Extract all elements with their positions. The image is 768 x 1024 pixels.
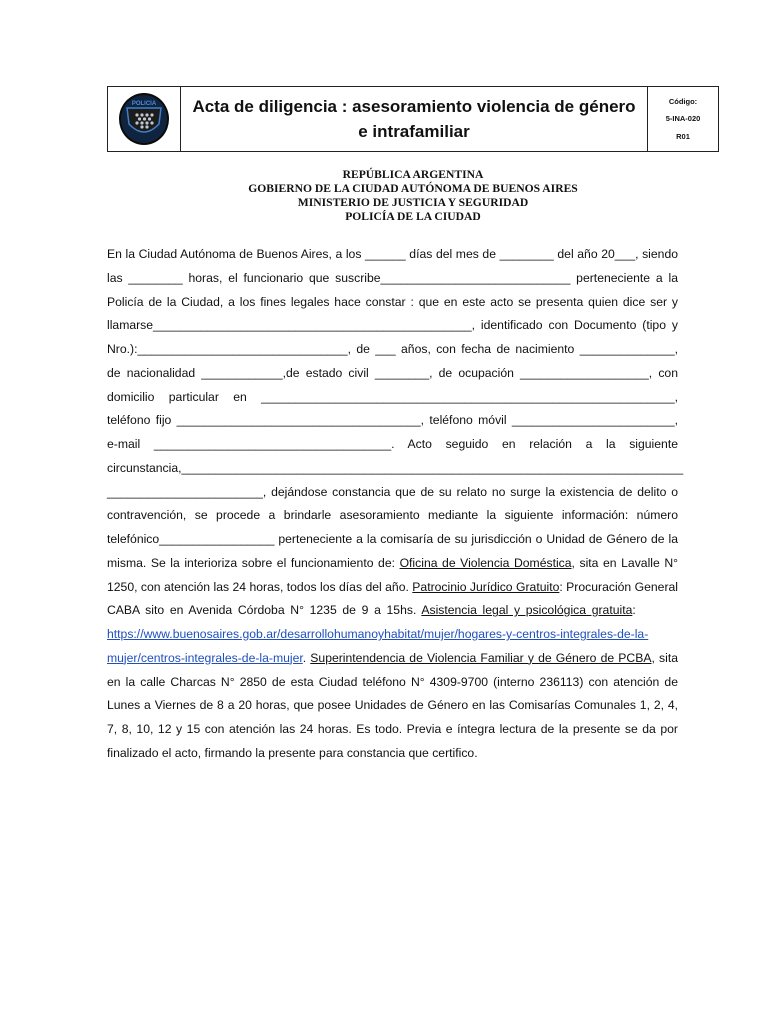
- code-label: Código:: [668, 97, 698, 107]
- legal-sponsorship-heading: Patrocinio Jurídico Gratuito: [412, 579, 560, 594]
- letterhead-line-police: POLICÍA DE LA CIUDAD: [345, 210, 481, 223]
- body-text-closing: , sita en la calle Charcas N° 2850 de esta Ciudad teléfono N° 4309-9700 (interno 236113) con atención de Lunes a Viernes de 8 a 20 horas, que posee Unidades de Género en las Comisarías Comunales 1, 2, 4, 7, 8, 10, 12 y 15 con atención las 24 horas. Es todo. Previa e íntegra lectura de la presente se da por finalizado el acto, firmando la presente para constancia que certifico.: [107, 650, 678, 760]
- body-text-period: .: [302, 650, 311, 665]
- logo-label: POLICIA: [131, 101, 157, 107]
- logo-cell: [108, 87, 181, 151]
- document-title: Acta de diligencia : asesoramiento violencia de género e intrafamiliar: [192, 97, 636, 141]
- body-text-intro: En la Ciudad Autónoma de Buenos Aires, a los ______ días del mes de ________ del año 20___, siendo las ________ horas, el funcionario que suscribe____________________________ perteneciente a la Policía de la Ciudad, a los fines legales hace constar : que en este acto se presenta quien dice ser y llamarse_______________________________________________, identificado con Documento (tipo y Nro.):_______________________________, de ___ años, con fecha de nacimiento ______________, de nacionalidad ____________,de estado civil ________, de ocupación ___________________, con domicilio particular en _____________________________________________________________, teléfono fijo ____________________________________, teléfono móvil ________________________, e-mail ___________________________________. Acto seguido en relación a la siguiente circunstancia,__________________________________________________________________________ _______________________, dejándose constancia que de su relato no surge la existencia de delito o contravención, se procede a brindarle asesoramiento mediante la siguiente información: número telefónico_________________ perteneciente a la comisaría de su jurisdicción o Unidad de Género de la misma. Se la interioriza sobre el funcionamiento de:: [107, 247, 684, 570]
- document-body: [107, 243, 684, 766]
- body-text-colon: :: [632, 603, 642, 618]
- body-paragraph: [107, 243, 684, 766]
- title-cell: [181, 87, 648, 151]
- police-badge-logo: [115, 90, 173, 148]
- centros-integrales-link[interactable]: https://www.buenosaires.gob.ar/desarrollohumanoyhabitat/mujer/hogares-y-centros-integrales-de-la-mujer/centros-integrales-de-la-mujer: [107, 627, 649, 665]
- office-violence-domestic: Oficina de Violencia Doméstica: [399, 555, 572, 570]
- letterhead-line-republic: REPÚBLICA ARGENTINA: [342, 168, 484, 181]
- legal-psych-assistance-heading: Asistencia legal y psicológica gratuita: [421, 603, 633, 618]
- letterhead-line-government: GOBIERNO DE LA CIUDAD AUTÓNOMA DE BUENOS AIRES: [248, 182, 578, 195]
- document-header-table: [107, 86, 719, 152]
- letterhead-line-ministry: MINISTERIO DE JUSTICIA Y SEGURIDAD: [297, 196, 529, 209]
- body-text-office-address: , sita en Lavalle N° 1250, con atención las 24 horas, todos los días del año.: [107, 555, 678, 594]
- revision-value: R01: [676, 131, 690, 141]
- body-text-procuracion: : Procuración General CABA sito en Avenida Córdoba N° 1235 de 9 a 15hs.: [107, 579, 678, 618]
- letterhead: [107, 168, 719, 224]
- code-cell: [648, 87, 718, 151]
- code-value: 5-INA-020: [665, 114, 701, 124]
- superintendencia-heading: Superintendencia de Violencia Familiar y de Género de PCBA: [310, 650, 652, 665]
